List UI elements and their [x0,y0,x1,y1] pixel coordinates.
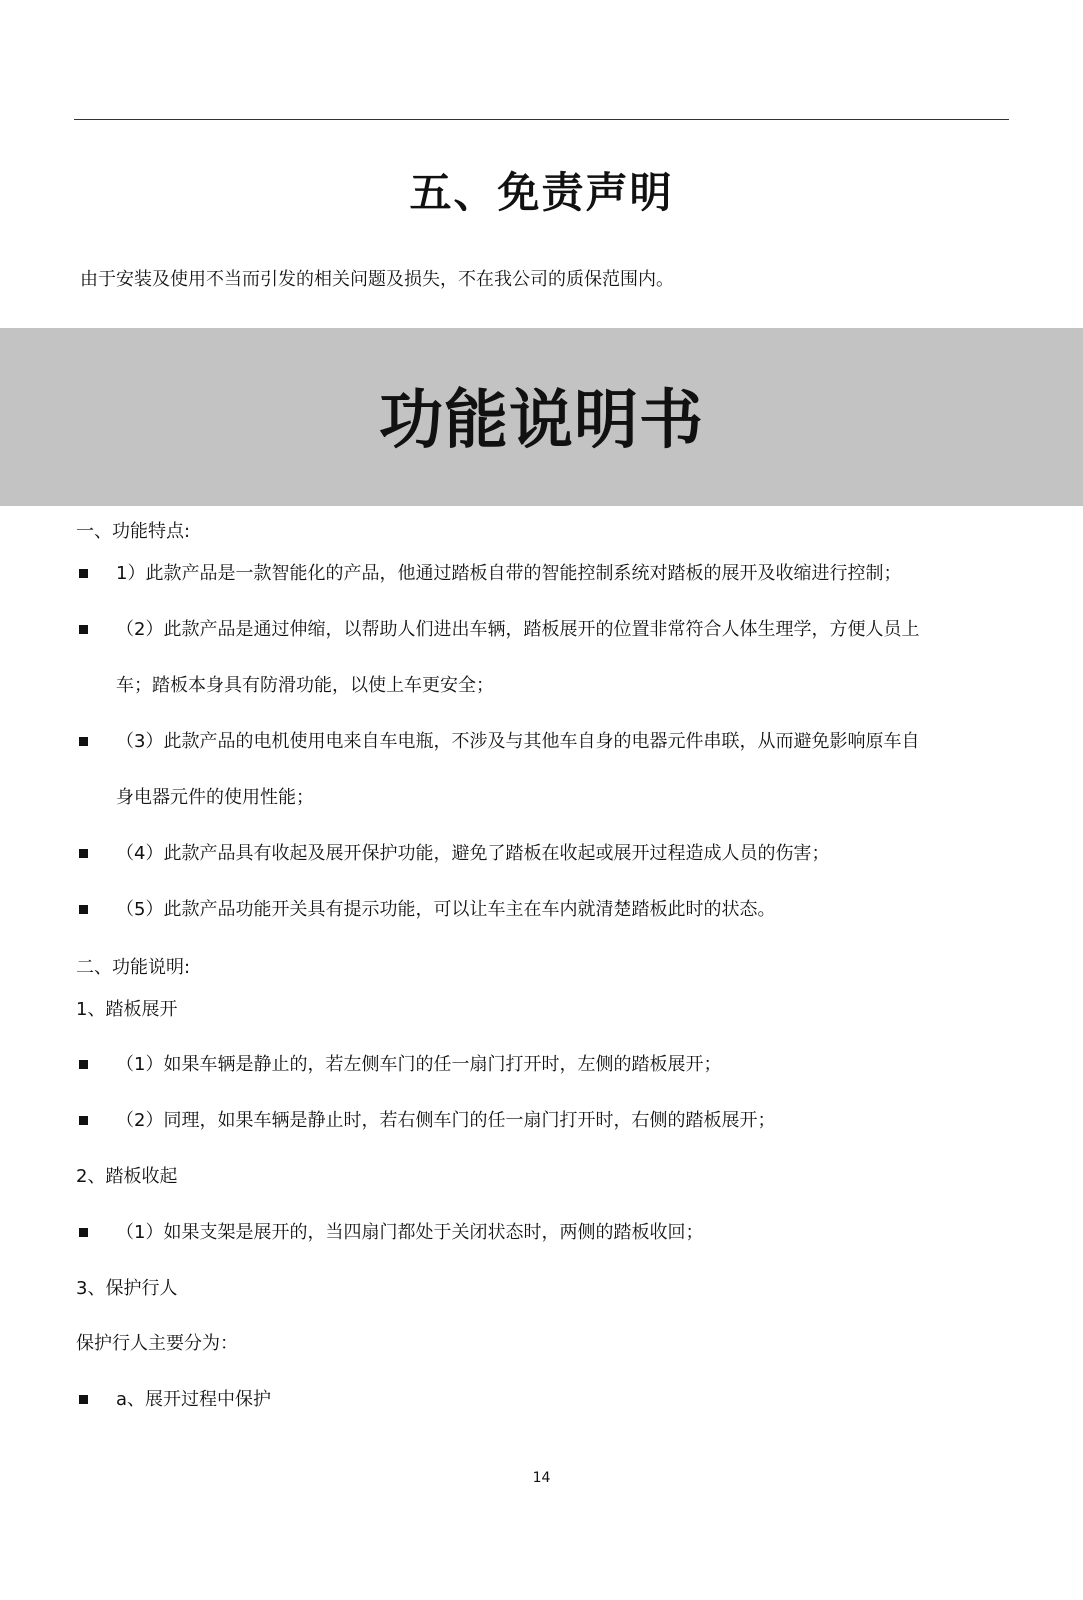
banner-title: 功能说明书 [379,384,704,458]
title-banner [0,328,1083,506]
disclaimer-text: 由于安装及使用不当而引发的相关问题及损失，不在我公司的质保范围内。 [80,269,674,290]
bullet-icon [79,569,88,578]
bullet-icon [79,737,88,746]
feature-item-3: （3）此款产品的电机使用电来自车电瓶，不涉及与其他车自身的电器元件串联，从而避免影响原车自 [116,731,920,752]
bullet-icon [79,905,88,914]
protect-intro: 保护行人主要分为： [76,1333,238,1354]
functions-heading: 二、功能说明: [76,957,191,978]
bullet-icon [79,1116,88,1125]
feature-item-4: （4）此款产品具有收起及展开保护功能，避免了踏板在收起或展开过程造成人员的伤害； [116,843,830,864]
retract-heading: 2、踏板收起 [76,1166,178,1187]
retract-item-1: （1）如果支架是展开的，当四扇门都处于关闭状态时，两侧的踏板收回； [116,1222,704,1243]
bullet-icon [79,849,88,858]
feature-item-2-cont: 车；踏板本身具有防滑功能，以使上车更安全； [116,675,494,696]
protect-heading: 3、保护行人 [76,1278,178,1299]
bullet-icon [79,1228,88,1237]
bullet-icon [79,1060,88,1069]
bullet-icon [79,1395,88,1404]
header-rule [74,119,1009,120]
feature-item-3-cont: 身电器元件的使用性能； [116,787,314,808]
protect-item-1: a、展开过程中保护 [116,1389,272,1410]
bullet-icon [79,625,88,634]
deploy-item-1: （1）如果车辆是静止的，若左侧车门的任一扇门打开时，左侧的踏板展开； [116,1054,722,1075]
deploy-heading: 1、踏板展开 [76,999,178,1020]
deploy-item-2: （2）同理，如果车辆是静止时，若右侧车门的任一扇门打开时，右侧的踏板展开； [116,1110,776,1131]
disclaimer-title: 五、免责声明 [409,168,674,217]
feature-item-2: （2）此款产品是通过伸缩，以帮助人们进出车辆，踏板展开的位置非常符合人体生理学，方便人员上 [116,619,920,640]
page-number: 14 [532,1470,551,1486]
feature-item-1: 1）此款产品是一款智能化的产品，他通过踏板自带的智能控制系统对踏板的展开及收缩进行控制； [116,563,902,584]
feature-item-5: （5）此款产品功能开关具有提示功能，可以让车主在车内就清楚踏板此时的状态。 [116,899,776,920]
features-heading: 一、功能特点: [76,521,191,542]
